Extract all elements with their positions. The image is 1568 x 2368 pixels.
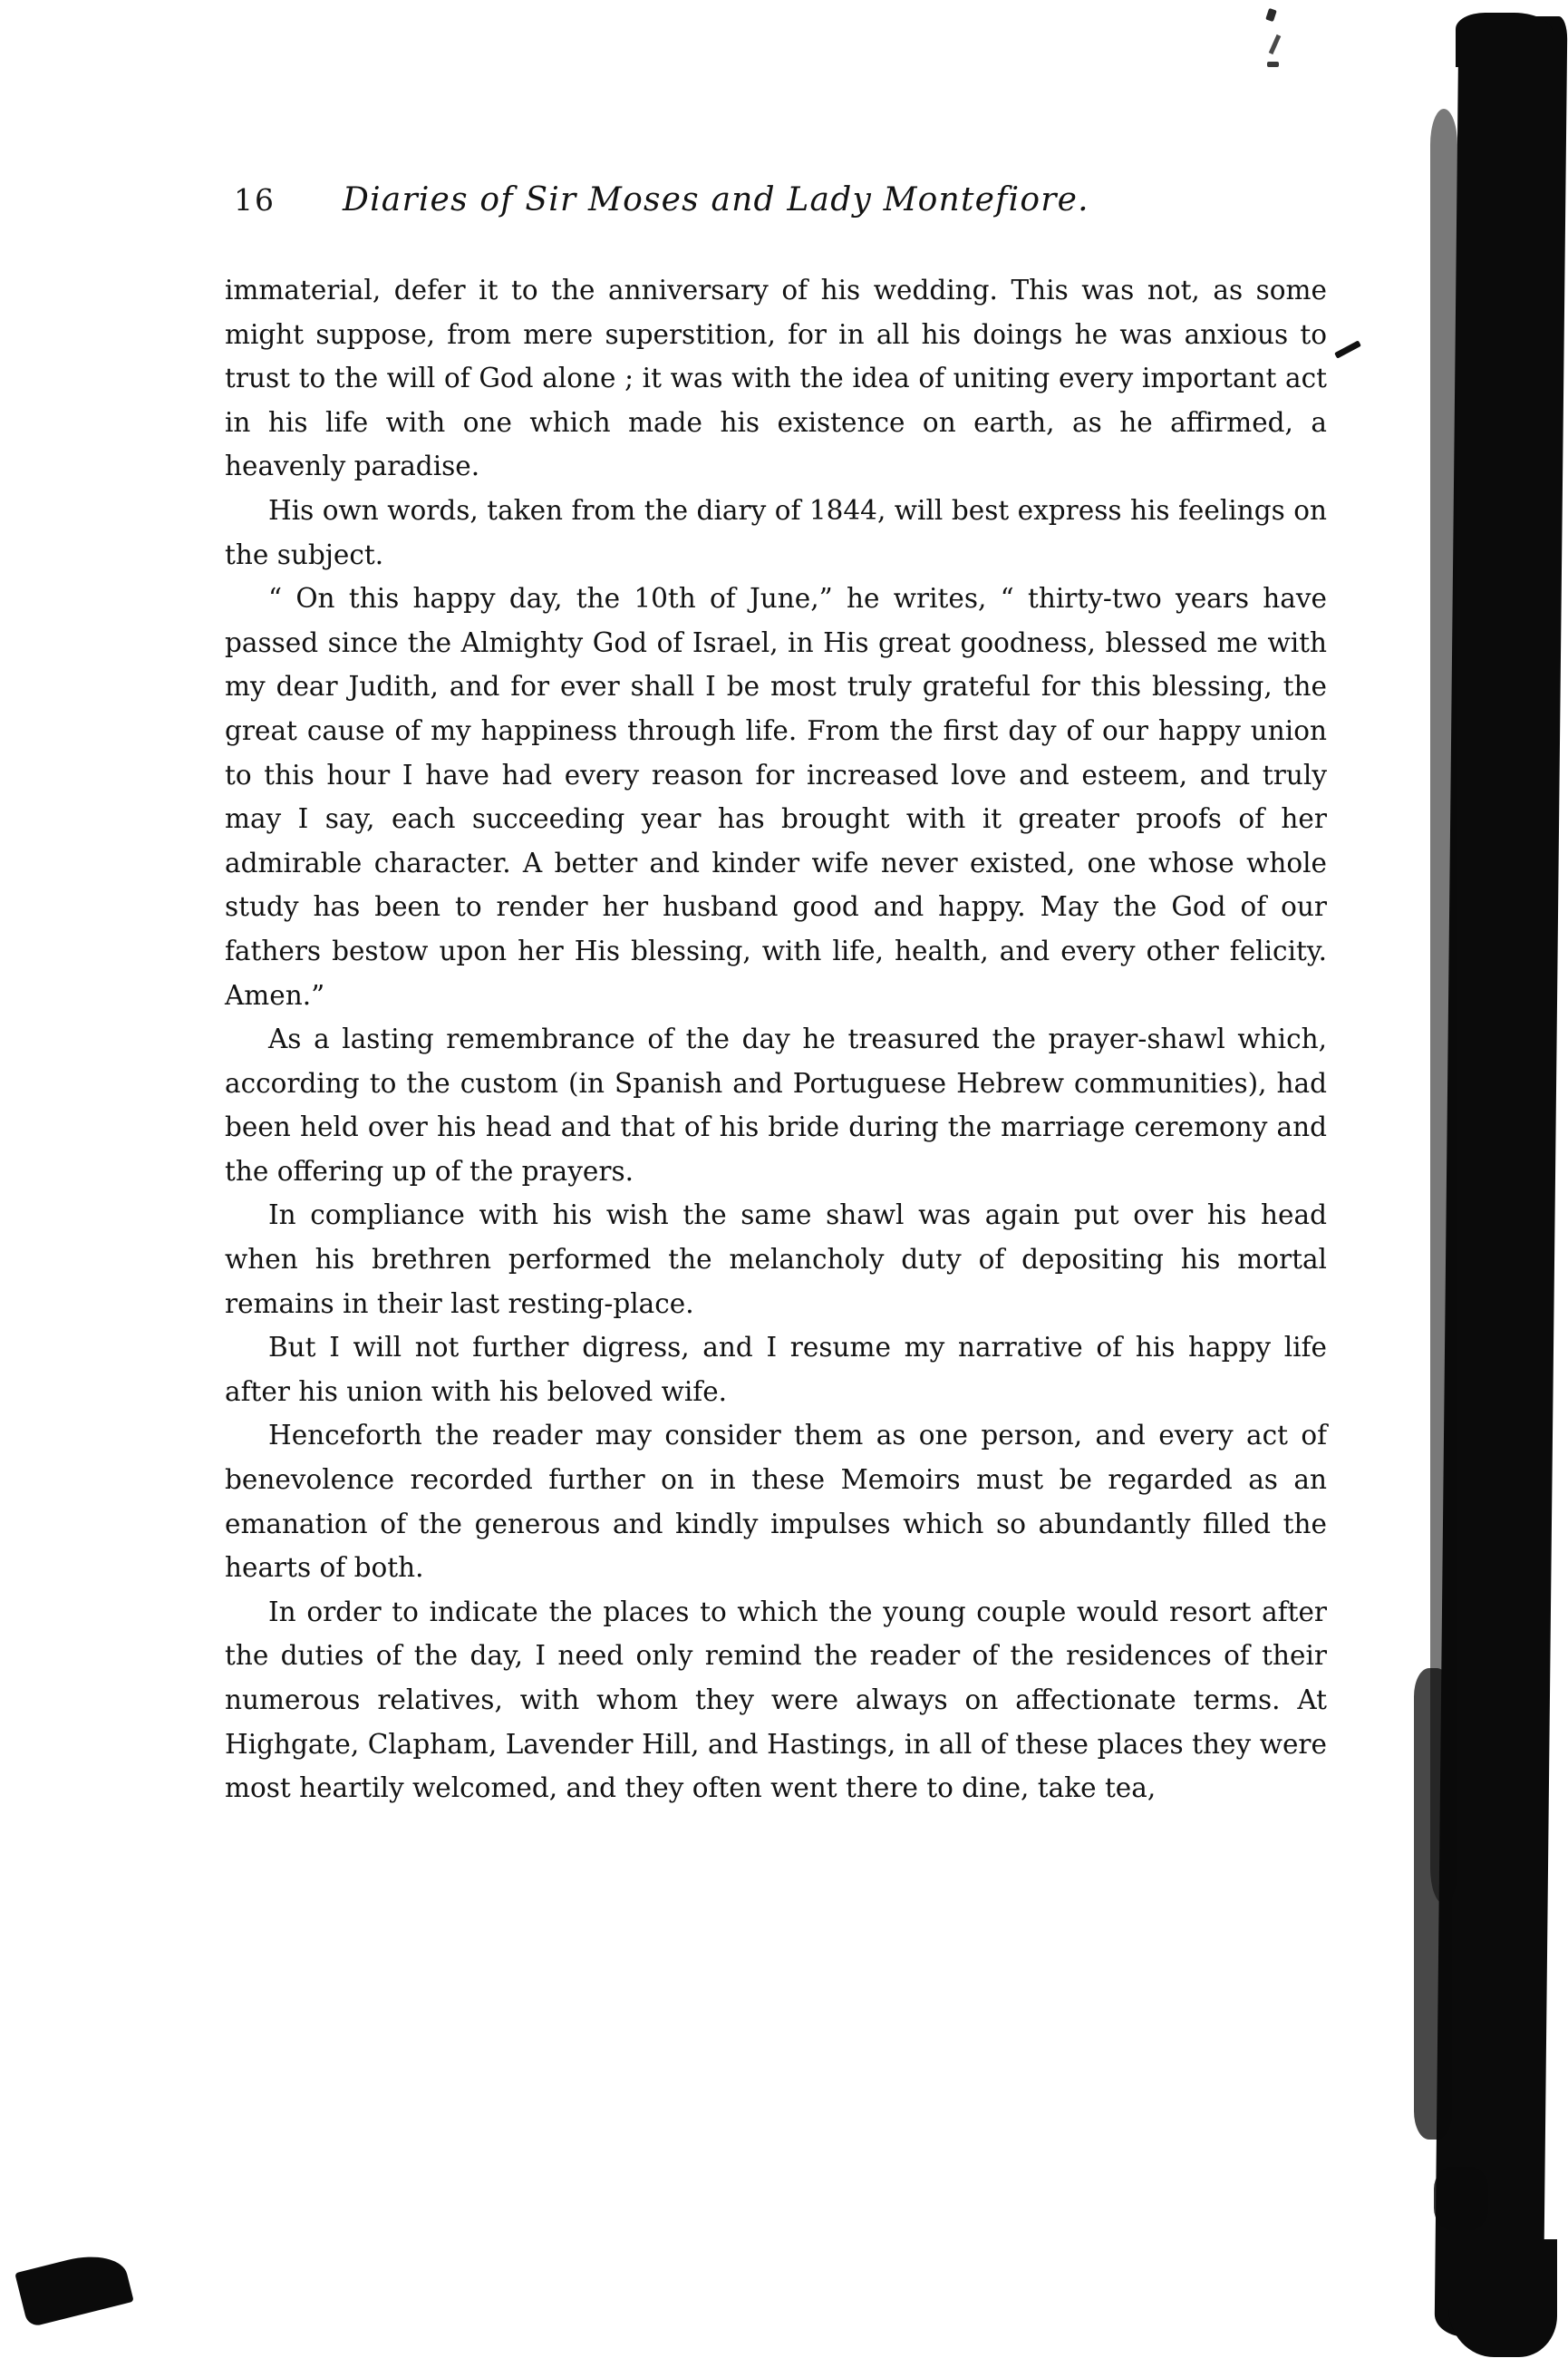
scan-shadow-feather <box>1430 109 1457 1904</box>
running-title: Diaries of Sir Moses and Lady Montefiore. <box>343 181 1089 218</box>
paragraph: immaterial, defer it to the anniversary of his wedding. This was not, as some might suppose, from mere superstition, for in all his doings he was anxious to trust to the will of God alone ; it was with the idea of uniting every important act in his life with one which made his existence on earth, as he affirmed, a heavenly paradise. <box>225 275 1327 482</box>
scan-shadow-tab <box>1448 2239 1557 2357</box>
scan-shadow-feather <box>1414 1668 1452 2140</box>
page-number: 16 <box>234 182 276 218</box>
paragraph: His own words, taken from the diary of 1844, will best express his feelings on the subject. <box>225 494 1327 570</box>
paragraph: Henceforth the reader may consider them as one person, and every act of benevolence recorded further on in these Memoirs must be regarded as an emanation of the generous and kindly impulses which so abundantly filled the hearts of both. <box>225 1420 1327 1584</box>
paragraph: But I will not further digress, and I resume my narrative of his happy life after his union with his beloved wife. <box>225 1332 1327 1407</box>
paragraph: “ On this happy day, the 10th of June,” he writes, “ thirty-two years have passed since the Almighty God of Israel, in His great goodness, blessed me with my dear Judith, and for ever shall I be most truly grateful for this blessing, the great cause of my happiness through life. From the first day of our happy union to this hour I have had every reason for increased love and esteem, and truly may I say, each succeeding year has brought with it greater proofs of her admirable character. A better and kinder wife never existed, one whose whole study has been to render her husband good and happy. May the God of our fathers bestow upon her His blessing, with life, health, and every other felicity. Amen.” <box>225 583 1327 1011</box>
scan-shadow-band <box>1435 16 1568 2337</box>
scan-speck <box>1267 62 1279 67</box>
scan-shadow-corner-wedge <box>15 2247 133 2327</box>
ink-mark <box>1334 340 1361 358</box>
running-head <box>234 181 1303 218</box>
scan-speck <box>1265 8 1277 22</box>
scan-shadow-notch <box>1434 2167 1488 2230</box>
scan-shadow-tab <box>1456 13 1553 67</box>
paragraph: In compliance with his wish the same shawl was again put over his head when his brethren performed the melancholy duty of depositing his mortal remains in their last resting-place. <box>225 1199 1327 1319</box>
body-text <box>225 268 1327 1810</box>
paragraph: In order to indicate the places to which the young couple would resort after the duties of the day, I need only remind the reader of the residences of their numerous relatives, with whom they were always on affectionate terms. At Highgate, Clapham, Lavender Hill, and Hastings, in all of these places they were most heartily welcomed, and they often went there to dine, take tea, <box>225 1596 1327 1804</box>
paragraph: As a lasting remembrance of the day he treasured the prayer-shawl which, according to the custom (in Spanish and Portuguese Hebrew communities), had been held over his head and that of his bride during the marriage ceremony and the offering up of the prayers. <box>225 1024 1327 1187</box>
scan-speck <box>1269 34 1282 54</box>
